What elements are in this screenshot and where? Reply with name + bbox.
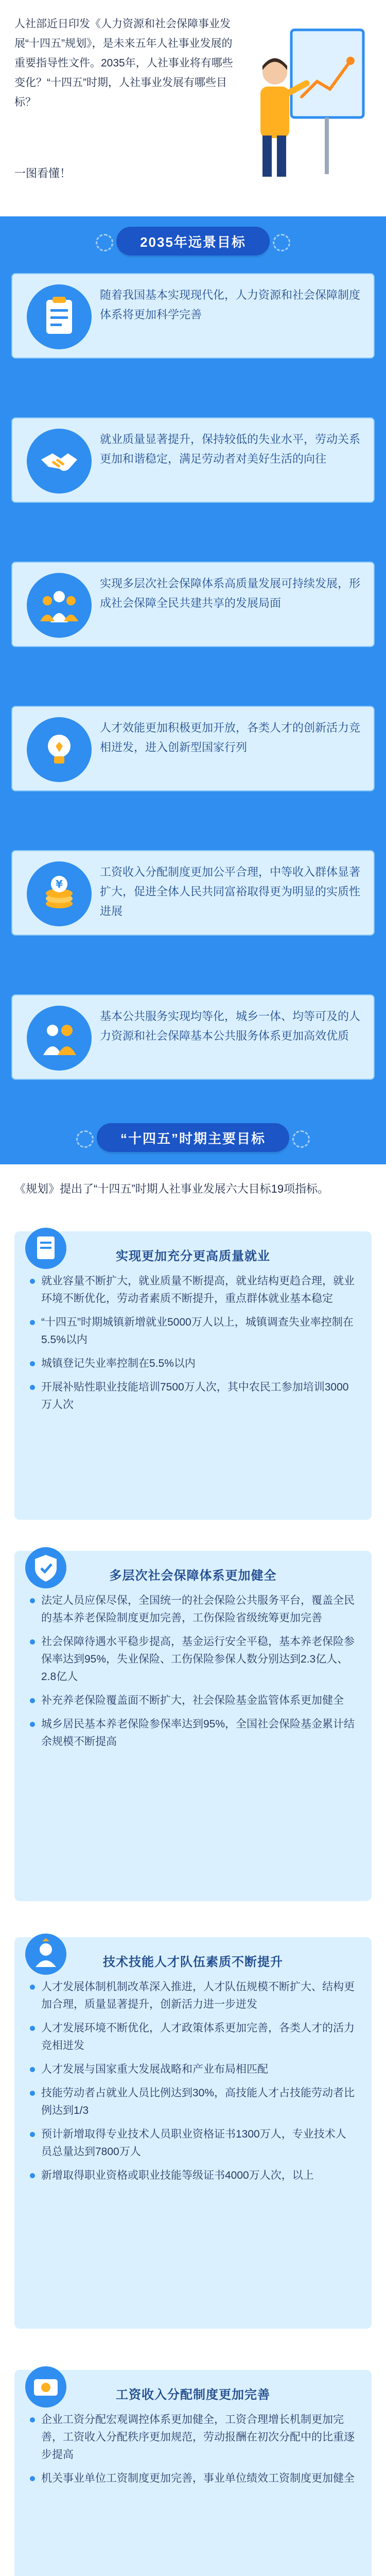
list-item: 机关事业单位工资制度更加完善，事业单位绩效工资制度更加健全 (30, 2470, 356, 2487)
presenter-illustration (250, 25, 369, 184)
section-title: 技术技能人才队伍素质不断提升 (103, 1955, 283, 1969)
vision-card (11, 994, 375, 1080)
vision-card (11, 273, 375, 359)
list-item: 城乡居民基本养老保险参保率达到95%，全国社会保险基金累计结余规模不断提高 (30, 1716, 356, 1751)
goal-section (14, 2370, 372, 2576)
section-title: 多层次社会保障体系更加健全 (109, 1569, 277, 1583)
plan-title: “十四五”时期主要目标 (97, 1123, 289, 1152)
clipboard-icon (27, 284, 92, 349)
section-title: 实现更加充分更高质量就业 (116, 1249, 270, 1263)
vision-card (11, 850, 375, 936)
vision-card-text: 实现多层次社会保障体系高质量发展可持续发展，形成社会保障全民共建共享的发展局面 (100, 577, 361, 609)
vision-band (0, 216, 386, 1164)
list-item: “十四五”时期城镇新增就业5000万人以上，城镇调查失业率控制在5.5%以内 (30, 1314, 356, 1349)
people-group-icon (27, 573, 92, 638)
list-item: 人才发展与国家重大发展战略和产业布局相匹配 (30, 2061, 356, 2078)
svg-text:¥: ¥ (56, 878, 63, 890)
goal-section (14, 1937, 372, 2329)
vision-card (11, 706, 375, 791)
list-item: 补充养老保险覆盖面不断扩大，社会保险基金监管体系更加健全 (30, 1692, 356, 1709)
list-item: 预计新增取得专业技术人员职业资格证书1300万人，专业技术人员总量达到7800万人 (30, 2126, 356, 2161)
hero-section (0, 0, 386, 222)
list-item: 法定人员应保尽保，全国统一的社会保险公共服务平台，覆盖全民的基本养老保险制度更加完善，工伤保险省级统筹更加完善 (30, 1592, 356, 1627)
coin-icon (27, 861, 92, 926)
list-item: 城镇登记失业率控制在5.5%以内 (30, 1355, 356, 1372)
hero-cta: 一图看懂！ (14, 167, 72, 180)
section-list (30, 1978, 356, 2184)
vision-title: 2035年远景目标 (116, 227, 270, 256)
service-people-icon (27, 1006, 92, 1071)
section-title: 工资收入分配制度更加完善 (116, 2388, 270, 2402)
list-item: 技能劳动者占就业人员比例达到30%，高技能人才占技能劳动者比例达到1/3 (30, 2084, 356, 2120)
vision-card-text: 基本公共服务实现均等化，城乡一体、均等可及的人力资源和社会保障基本公共服务体系更加高效优质 (100, 1010, 361, 1042)
section-list (30, 2411, 356, 2487)
lightbulb-icon (27, 717, 92, 782)
list-item: 就业容量不断扩大，就业质量不断提高，就业结构更趋合理，就业环境不断优化，劳动者素质不断提升，重点群体就业基本稳定 (30, 1273, 356, 1308)
handshake-icon (27, 429, 92, 494)
list-item: 企业工资分配宏观调控体系更加健全，工资合理增长机制更加完善，工资收入分配秩序更加规范，劳动报酬在初次分配中的比重逐步提高 (30, 2411, 356, 2464)
section-list (30, 1592, 356, 1751)
list-item: 人才发展环境不断优化，人才政策体系更加完善，各类人才的活力竞相迸发 (30, 2020, 356, 2055)
vision-card-text: 人才效能更加积极更加开放，各类人才的创新活力竞相迸发，进入创新型国家行列 (100, 721, 361, 754)
list-item: 新增取得职业资格或职业技能等级证书4000万人次，以上 (30, 2167, 356, 2184)
vision-card-text: 随着我国基本实现现代化，人力资源和社会保障制度体系将更加科学完善 (100, 289, 361, 321)
section-list (30, 1273, 356, 1414)
goal-section (14, 1231, 372, 1520)
vision-card (11, 417, 375, 503)
plan-intro: 《规划》提出了“十四五”时期人社事业发展六大目标19项指标。 (14, 1182, 329, 1195)
list-item: 社会保障待遇水平稳步提高，基金运行安全平稳，基本养老保险参保率达到95%，失业保险、工伤保险参保人数分别达到2.3亿人、2.8亿人 (30, 1633, 356, 1686)
list-item: 开展补贴性职业技能培训7500万人次，其中农民工参加培训3000万人次 (30, 1379, 356, 1414)
goal-section (14, 1551, 372, 1901)
vision-card (11, 562, 375, 647)
list-item: 人才发展体制机制改革深入推进，人才队伍规模不断扩大、结构更加合理，质量显著提升，创新活力进一步迸发 (30, 1978, 356, 2013)
hero-text: 人社部近日印发《人力资源和社会保障事业发展“十四五”规划》，是未来五年人社事业发展的重要指导性文件。2035年，人社事业将有哪些变化？“十四五”时期，人社事业发展有哪些目标？ (14, 18, 233, 108)
vision-card-text: 工资收入分配制度更加公平合理，中等收入群体显著扩大，促进全体人民共同富裕取得更为明显的实质性进展 (100, 866, 361, 918)
vision-card-text: 就业质量显著提升，保持较低的失业水平，劳动关系更加和谐稳定，满足劳动者对美好生活的向往 (100, 433, 361, 465)
